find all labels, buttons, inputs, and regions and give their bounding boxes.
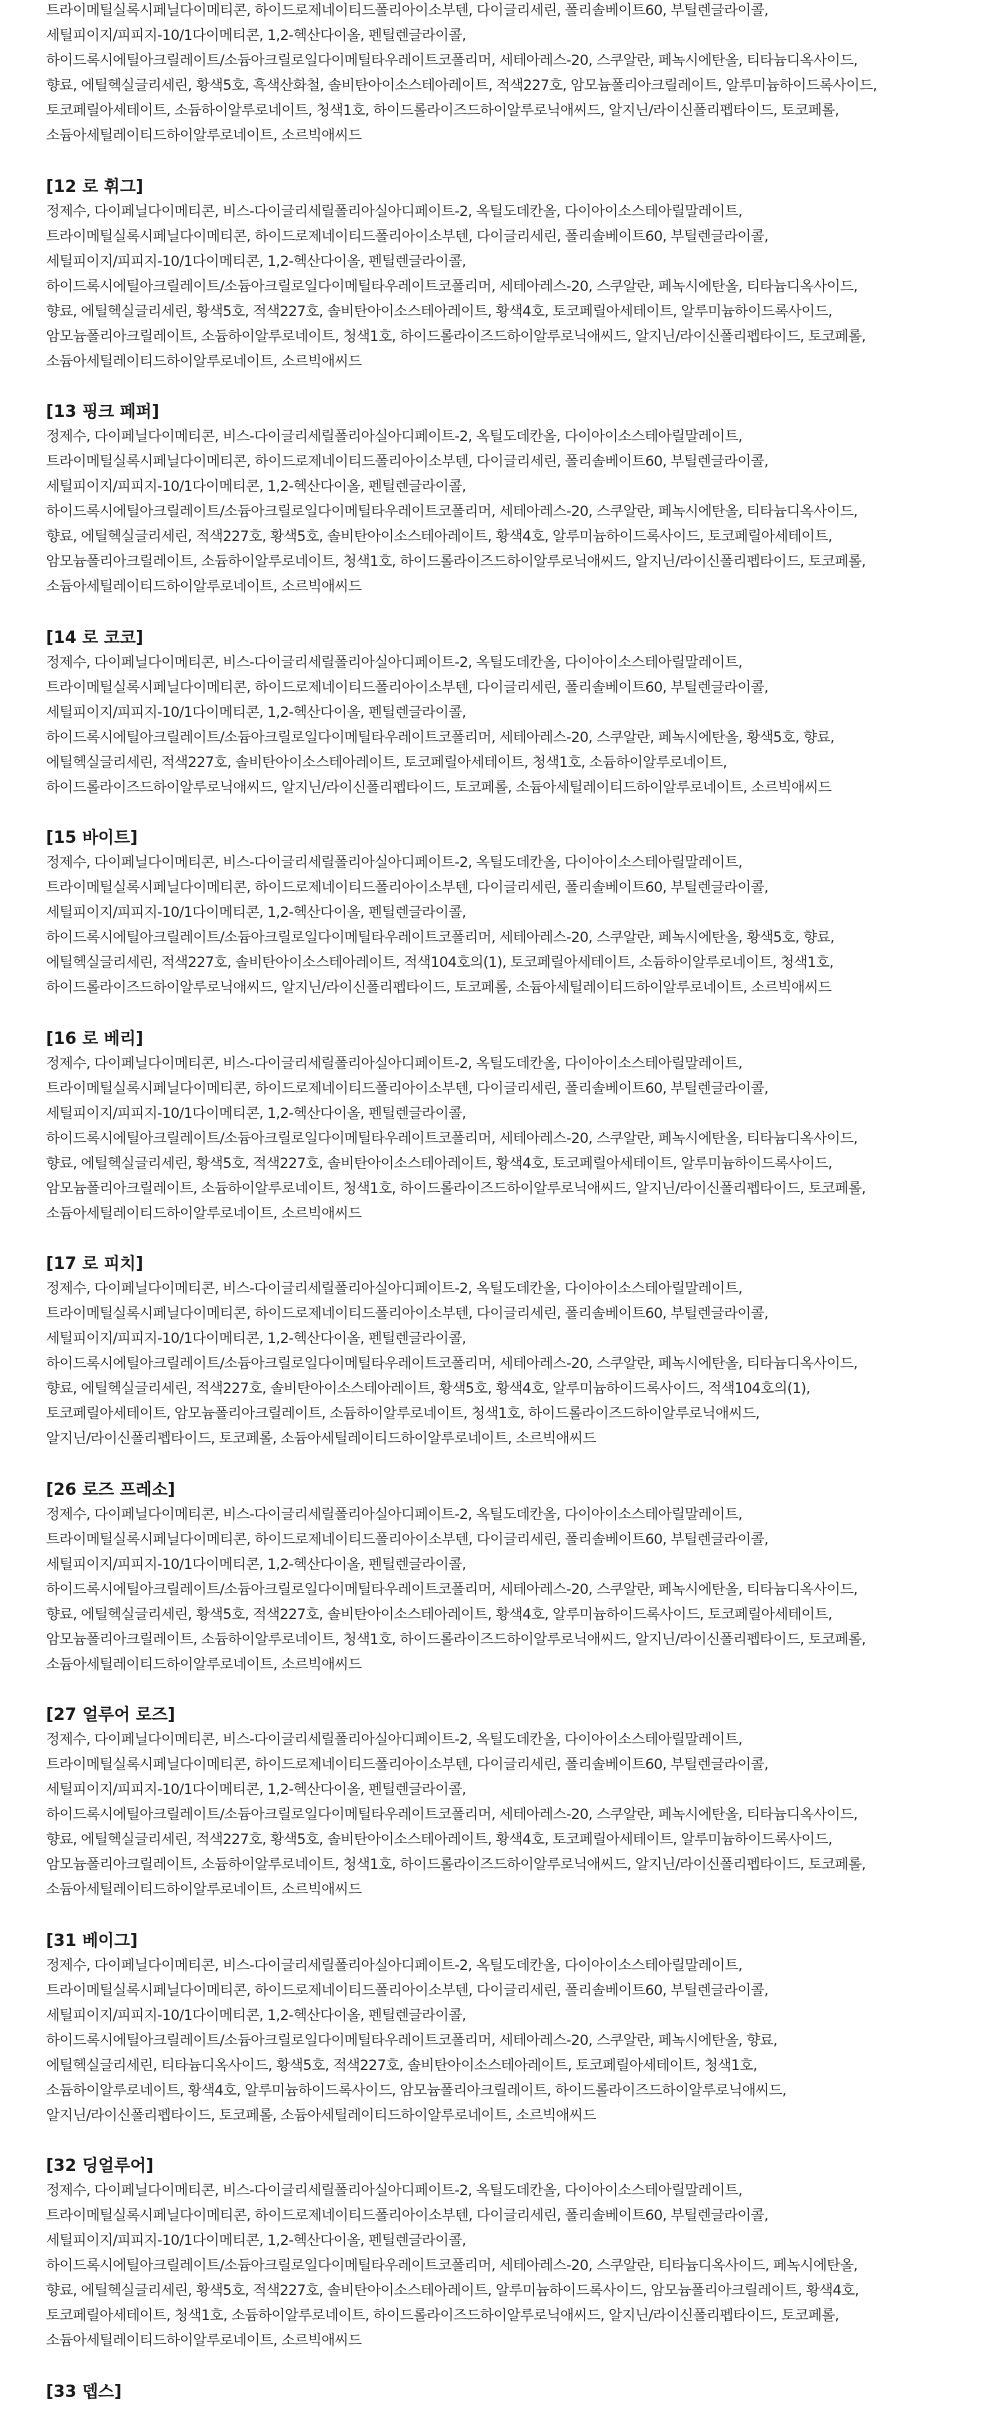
ingredient-line: 하이드롤라이즈드하이알루로닉애씨드, 알지닌/라이신폴리펩타이드, 토코페롤, 소듐아세틸레이티드하이알루로네이트, 소르빅애씨드 [46,980,832,996]
shade-title: [14 로 코코] [46,627,144,647]
ingredient-line: 암모늄폴리아크릴레이트, 소듐하이알루로네이트, 청색1호, 하이드롤라이즈드하이알루로닉애씨드, 알지닌/라이신폴리펩타이드, 토코페롤, [46,1631,866,1648]
ingredient-line: 트라이메틸실록시페닐다이메티콘, 하이드로제네이티드폴리아이소부텐, 다이글리세린, 폴리솔베이트60, 부틸렌글라이콜, [46,228,769,245]
ingredient-line: 소듐하이알루로네이트, 황색4호, 알루미늄하이드록사이드, 암모늄폴리아크릴레이트, 하이드롤라이즈드하이알루로닉애씨드, [46,2082,787,2099]
ingredient-line: 세틸피이지/피피지-10/1다이메티콘, 1,2-헥산다이올, 펜틸렌글라이콜, [46,253,466,270]
ingredient-line: 에틸헥실글리세린, 적색227호, 솔비탄아이소스테아레이트, 적색104호의(1), 토코페릴아세테이트, 소듐하이알루로네이트, 청색1호, [46,955,834,971]
ingredient-line: 하이드록시에틸아크릴레이트/소듐아크릴로일다이메틸타우레이트코폴리머, 세테아레스-20, 스쿠알란, 페녹시에탄올, 향료, [46,2032,778,2049]
ingredient-section [46,1026,986,1227]
ingredient-line: 세틸피이지/피피지-10/1다이메티콘, 1,2-헥산다이올, 펜틸렌글라이콜, [46,28,466,44]
ingredient-line: 정제수, 다이페닐다이메티콘, 비스-다이글리세릴폴리아실아디페이트-2, 옥틸도데칸올, 다이아이소스테아릴말레이트, [46,203,743,220]
ingredient-line: 알지닌/라이신폴리펩타이드, 토코페롤, 소듐아세틸레이티드하이알루로네이트, 소르빅애씨드 [46,1431,597,1447]
ingredient-line: 하이드록시에틸아크릴레이트/소듐아크릴로일다이메틸타우레이트코폴리머, 세테아레스-20, 스쿠알란, 페녹시에탄올, 황색5호, 향료, [46,729,835,746]
ingredient-section [46,1928,986,2129]
ingredient-line: 암모늄폴리아크릴레이트, 소듐하이알루로네이트, 청색1호, 하이드롤라이즈드하이알루로닉애씨드, 알지닌/라이신폴리펩타이드, 토코페롤, [46,1180,866,1197]
ingredient-line: 암모늄폴리아크릴레이트, 소듐하이알루로네이트, 청색1호, 하이드롤라이즈드하이알루로닉애씨드, 알지닌/라이신폴리펩타이드, 토코페롤, [46,554,866,570]
shade-title: [26 로즈 프레소] [46,1479,176,1499]
ingredient-section [46,1251,986,1452]
ingredient-line: 세틸피이지/피피지-10/1다이메티콘, 1,2-헥산다이올, 펜틸렌글라이콜, [46,2007,466,2024]
ingredient-line: 트라이메틸실록시페닐다이메티콘, 하이드로제네이티드폴리아이소부텐, 다이글리세린, 폴리솔베이트60, 부틸렌글라이콜, [46,1531,769,1548]
ingredient-line: 세틸피이지/피피지-10/1다이메티콘, 1,2-헥산다이올, 펜틸렌글라이콜, [46,1556,466,1573]
ingredient-line: 정제수, 다이페닐다이메티콘, 비스-다이글리세릴폴리아실아디페이트-2, 옥틸도데칸올, 다이아이소스테아릴말레이트, [46,1055,743,1072]
ingredient-line: 하이드롤라이즈드하이알루로닉애씨드, 알지닌/라이신폴리펩타이드, 토코페롤, 소듐아세틸레이티드하이알루로네이트, 소르빅애씨드 [46,779,832,796]
ingredient-line: 알지닌/라이신폴리펩타이드, 토코페롤, 소듐아세틸레이티드하이알루로네이트, 소르빅애씨드 [46,2107,597,2124]
shade-title: [15 바이트] [46,828,138,847]
shade-title: [33 뎁스] [46,2381,122,2401]
ingredient-line: 토코페릴아세테이트, 암모늄폴리아크릴레이트, 소듐하이알루로네이트, 청색1호, 하이드롤라이즈드하이알루로닉애씨드, [46,1406,760,1422]
ingredient-line: 소듐아세틸레이티드하이알루로네이트, 소르빅애씨드 [46,2333,362,2349]
shade-title: [32 딩얼루어] [46,2156,154,2175]
ingredient-line: 트라이메틸실록시페닐다이메티콘, 하이드로제네이티드폴리아이소부텐, 다이글리세린, 폴리솔베이트60, 부틸렌글라이콜, [46,1306,769,1322]
ingredient-line: 소듐아세틸레이티드하이알루로네이트, 소르빅애씨드 [46,1205,362,1222]
ingredient-line: 향료, 에틸헥실글리세린, 적색227호, 황색5호, 솔비탄아이소스테아레이트, 황색4호, 토코페릴아세테이트, 알루미늄하이드록사이드, [46,1832,833,1848]
ingredient-section [46,1477,986,1678]
ingredient-line: 정제수, 다이페닐다이메티콘, 비스-다이글리세릴폴리아실아디페이트-2, 옥틸도데칸올, 다이아이소스테아릴말레이트, [46,1506,743,1523]
shade-title: [17 로 피치] [46,1254,144,1273]
ingredient-line: 하이드록시에틸아크릴레이트/소듐아크릴로일다이메틸타우레이트코폴리머, 세테아레스-20, 스쿠알란, 티타늄디옥사이드, 페녹시에탄올, [46,2258,858,2274]
ingredient-line: 정제수, 다이페닐다이메티콘, 비스-다이글리세릴폴리아실아디페이트-2, 옥틸도데칸올, 다이아이소스테아릴말레이트, [46,1957,743,1974]
ingredient-line: 트라이메틸실록시페닐다이메티콘, 하이드로제네이티드폴리아이소부텐, 다이글리세린, 폴리솔베이트60, 부틸렌글라이콜, [46,679,769,696]
ingredient-line: 세틸피이지/피피지-10/1다이메티콘, 1,2-헥산다이올, 펜틸렌글라이콜, [46,1105,466,1122]
ingredient-section [46,0,986,149]
ingredient-line: 토코페릴아세테이트, 청색1호, 소듐하이알루로네이트, 하이드롤라이즈드하이알루로닉애씨드, 알지닌/라이신폴리펩타이드, 토코페롤, [46,2308,839,2324]
ingredient-line: 소듐아세틸레이티드하이알루로네이트, 소르빅애씨드 [46,353,362,370]
ingredient-line: 세틸피이지/피피지-10/1다이메티콘, 1,2-헥산다이올, 펜틸렌글라이콜, [46,704,466,721]
ingredient-line: 소듐아세틸레이티드하이알루로네이트, 소르빅애씨드 [46,579,362,595]
ingredient-section [46,625,986,801]
ingredient-line: 트라이메틸실록시페닐다이메티콘, 하이드로제네이티드폴리아이소부텐, 다이글리세린, 폴리솔베이트60, 부틸렌글라이콜, [46,1757,769,1773]
ingredient-line: 에틸헥실글리세린, 적색227호, 솔비탄아이소스테아레이트, 토코페릴아세테이트, 청색1호, 소듐하이알루로네이트, [46,754,727,771]
ingredient-section [46,399,986,600]
shade-title: [12 로 휘그] [46,176,144,196]
ingredient-line: 하이드록시에틸아크릴레이트/소듐아크릴로일다이메틸타우레이트코폴리머, 세테아레스-20, 스쿠알란, 페녹시에탄올, 티타늄디옥사이드, [46,53,858,69]
ingredient-line: 토코페릴아세테이트, 소듐하이알루로네이트, 청색1호, 하이드롤라이즈드하이알루로닉애씨드, 알지닌/라이신폴리펩타이드, 토코페롤, [46,103,839,119]
ingredient-line: 소듐아세틸레이티드하이알루로네이트, 소르빅애씨드 [46,1882,362,1898]
ingredient-line: 정제수, 다이페닐다이메티콘, 비스-다이글리세릴폴리아실아디페이트-2, 옥틸도데칸올, 다이아이소스테아릴말레이트, [46,1281,743,1297]
ingredient-line: 세틸피이지/피피지-10/1다이메티콘, 1,2-헥산다이올, 펜틸렌글라이콜, [46,1782,466,1798]
ingredient-line: 세틸피이지/피피지-10/1다이메티콘, 1,2-헥산다이올, 펜틸렌글라이콜, [46,479,466,495]
ingredient-line: 소듐아세틸레이티드하이알루로네이트, 소르빅애씨드 [46,1656,362,1673]
ingredient-line: 하이드록시에틸아크릴레이트/소듐아크릴로일다이메틸타우레이트코폴리머, 세테아레스-20, 스쿠알란, 페녹시에탄올, 황색5호, 향료, [46,930,835,946]
ingredient-line: 트라이메틸실록시페닐다이메티콘, 하이드로제네이티드폴리아이소부텐, 다이글리세린, 폴리솔베이트60, 부틸렌글라이콜, [46,2208,769,2224]
ingredient-line: 트라이메틸실록시페닐다이메티콘, 하이드로제네이티드폴리아이소부텐, 다이글리세린, 폴리솔베이트60, 부틸렌글라이콜, [46,1080,769,1097]
ingredient-section [46,2153,986,2354]
ingredient-line: 향료, 에틸헥실글리세린, 황색5호, 적색227호, 솔비탄아이소스테아레이트, 황색4호, 토코페릴아세테이트, 알루미늄하이드록사이드, [46,1155,833,1172]
ingredient-line: 소듐아세틸레이티드하이알루로네이트, 소르빅애씨드 [46,128,362,144]
ingredient-line: 에틸헥실글리세린, 티타늄디옥사이드, 황색5호, 적색227호, 솔비탄아이소스테아레이트, 토코페릴아세테이트, 청색1호, [46,2057,758,2074]
ingredient-line: 향료, 에틸헥실글리세린, 적색227호, 황색5호, 솔비탄아이소스테아레이트, 황색4호, 알루미늄하이드록사이드, 토코페릴아세테이트, [46,529,833,545]
ingredient-line: 세틸피이지/피피지-10/1다이메티콘, 1,2-헥산다이올, 펜틸렌글라이콜, [46,1331,466,1347]
shade-title: [31 베이그] [46,1930,138,1950]
ingredient-line: 하이드록시에틸아크릴레이트/소듐아크릴로일다이메틸타우레이트코폴리머, 세테아레스-20, 스쿠알란, 페녹시에탄올, 티타늄디옥사이드, [46,1807,858,1823]
ingredient-line: 암모늄폴리아크릴레이트, 소듐하이알루로네이트, 청색1호, 하이드롤라이즈드하이알루로닉애씨드, 알지닌/라이신폴리펩타이드, 토코페롤, [46,328,866,345]
ingredient-line: 트라이메틸실록시페닐다이메티콘, 하이드로제네이티드폴리아이소부텐, 다이글리세린, 폴리솔베이트60, 부틸렌글라이콜, [46,454,769,470]
ingredient-document [46,0,986,2429]
ingredient-line: 향료, 에틸헥실글리세린, 황색5호, 적색227호, 솔비탄아이소스테아레이트, 황색4호, 알루미늄하이드록사이드, 토코페릴아세테이트, [46,1606,833,1623]
shade-title: [13 핑크 페퍼] [46,402,160,421]
ingredient-line: 하이드록시에틸아크릴레이트/소듐아크릴로일다이메틸타우레이트코폴리머, 세테아레스-20, 스쿠알란, 페녹시에탄올, 티타늄디옥사이드, [46,278,858,295]
shade-title: [16 로 베리] [46,1028,144,1048]
ingredient-line: 트라이메틸실록시페닐다이메티콘, 하이드로제네이티드폴리아이소부텐, 다이글리세린, 폴리솔베이트60, 부틸렌글라이콜, [46,880,769,896]
ingredient-section [46,174,986,375]
ingredient-line: 하이드록시에틸아크릴레이트/소듐아크릴로일다이메틸타우레이트코폴리머, 세테아레스-20, 스쿠알란, 페녹시에탄올, 티타늄디옥사이드, [46,1130,858,1147]
ingredient-line: 정제수, 다이페닐다이메티콘, 비스-다이글리세릴폴리아실아디페이트-2, 옥틸도데칸올, 다이아이소스테아릴말레이트, [46,429,743,445]
ingredient-section [46,825,986,1001]
ingredient-line: 트라이메틸실록시페닐다이메티콘, 하이드로제네이티드폴리아이소부텐, 다이글리세린, 폴리솔베이트60, 부틸렌글라이콜, [46,1982,769,1999]
ingredient-line: 향료, 에틸헥실글리세린, 황색5호, 흑색산화철, 솔비탄아이소스테아레이트, 적색227호, 암모늄폴리아크릴레이트, 알루미늄하이드록사이드, [46,78,877,94]
shade-title: [27 얼루어 로즈] [46,1705,176,1724]
ingredient-line: 암모늄폴리아크릴레이트, 소듐하이알루로네이트, 청색1호, 하이드롤라이즈드하이알루로닉애씨드, 알지닌/라이신폴리펩타이드, 토코페롤, [46,1857,866,1873]
ingredient-section [46,2379,986,2405]
ingredient-line: 정제수, 다이페닐다이메티콘, 비스-다이글리세릴폴리아실아디페이트-2, 옥틸도데칸올, 다이아이소스테아릴말레이트, [46,654,743,671]
ingredient-line: 하이드록시에틸아크릴레이트/소듐아크릴로일다이메틸타우레이트코폴리머, 세테아레스-20, 스쿠알란, 페녹시에탄올, 티타늄디옥사이드, [46,1581,858,1598]
ingredient-line: 트라이메틸실록시페닐다이메티콘, 하이드로제네이티드폴리아이소부텐, 다이글리세린, 폴리솔베이트60, 부틸렌글라이콜, [46,3,769,19]
ingredient-line: 정제수, 다이페닐다이메티콘, 비스-다이글리세릴폴리아실아디페이트-2, 옥틸도데칸올, 다이아이소스테아릴말레이트, [46,2183,743,2199]
ingredient-line: 세틸피이지/피피지-10/1다이메티콘, 1,2-헥산다이올, 펜틸렌글라이콜, [46,905,466,921]
ingredient-section [46,1702,986,1903]
ingredient-line: 하이드록시에틸아크릴레이트/소듐아크릴로일다이메틸타우레이트코폴리머, 세테아레스-20, 스쿠알란, 페녹시에탄올, 티타늄디옥사이드, [46,1356,858,1372]
ingredient-line: 하이드록시에틸아크릴레이트/소듐아크릴로일다이메틸타우레이트코폴리머, 세테아레스-20, 스쿠알란, 페녹시에탄올, 티타늄디옥사이드, [46,504,858,520]
ingredient-line: 정제수, 다이페닐다이메티콘, 비스-다이글리세릴폴리아실아디페이트-2, 옥틸도데칸올, 다이아이소스테아릴말레이트, [46,1732,743,1748]
ingredient-line: 정제수, 다이페닐다이메티콘, 비스-다이글리세릴폴리아실아디페이트-2, 옥틸도데칸올, 다이아이소스테아릴말레이트, [46,855,743,871]
ingredient-line: 향료, 에틸헥실글리세린, 황색5호, 적색227호, 솔비탄아이소스테아레이트, 알루미늄하이드록사이드, 암모늄폴리아크릴레이트, 황색4호, [46,2283,859,2299]
ingredient-line: 세틸피이지/피피지-10/1다이메티콘, 1,2-헥산다이올, 펜틸렌글라이콜, [46,2233,466,2249]
ingredient-line: 향료, 에틸헥실글리세린, 적색227호, 솔비탄아이소스테아레이트, 황색5호, 황색4호, 알루미늄하이드록사이드, 적색104호의(1), [46,1381,811,1397]
ingredient-line: 향료, 에틸헥실글리세린, 황색5호, 적색227호, 솔비탄아이소스테아레이트, 황색4호, 토코페릴아세테이트, 알루미늄하이드록사이드, [46,303,833,320]
